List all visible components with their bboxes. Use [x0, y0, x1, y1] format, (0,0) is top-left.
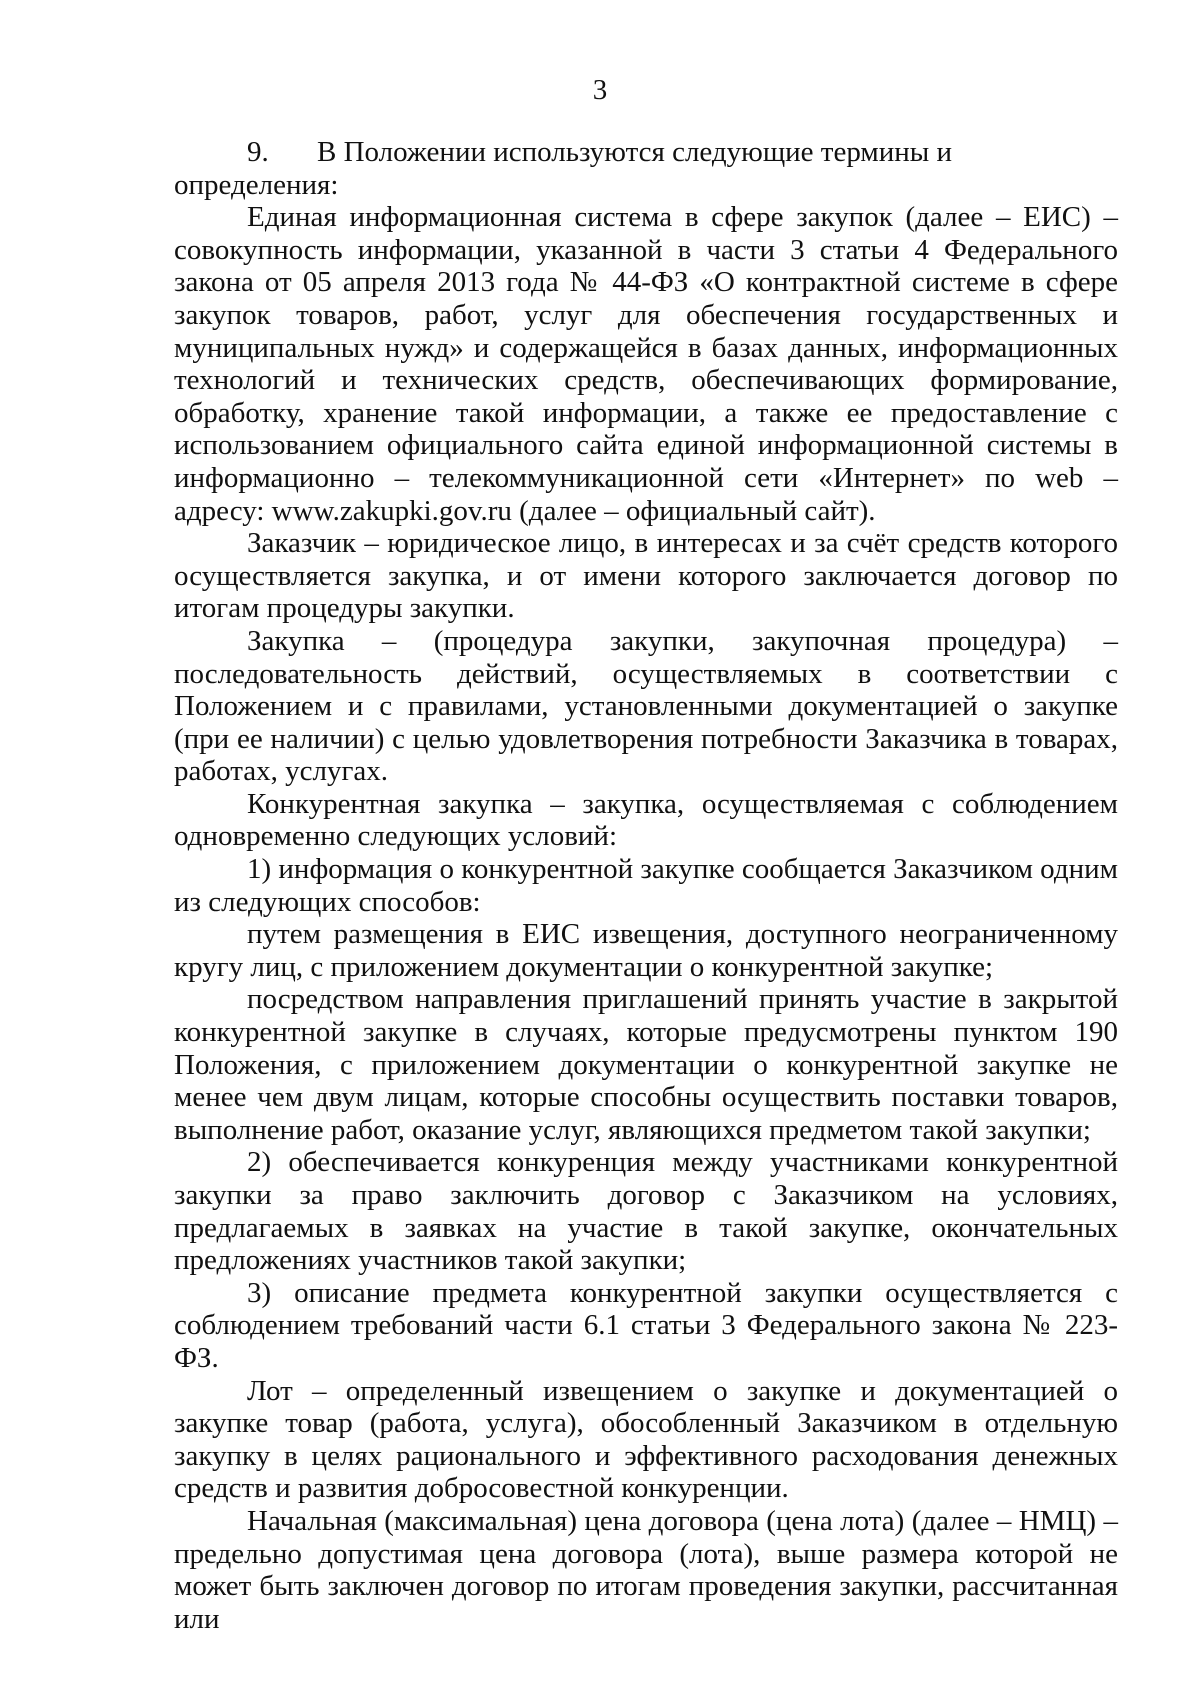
- page-number: 3: [592, 74, 608, 106]
- condition-1: 1) информация о конкурентной закупке сообщается Заказчиком одним из следующих способов:: [174, 853, 1118, 918]
- definition-eis: Единая информационная система в сфере закупок (далее – ЕИС) – совокупность информации, указанной в части 3 статьи 4 Федерального закона от 05 апреля 2013 года № 44-ФЗ «О контрактной системе в сфере закупок товаров, работ, услуг для обеспечения государственных и муниципальных нужд» и содержащейся в базах данных, информационных технологий и технических средств, обеспечивающих формирование, обработку, хранение такой информации, а также ее предоставление с использованием официального сайта единой информационной системы в информационно – телекоммуникационной сети «Интернет» по web – адресу: www.zakupki.gov.ru (далее – официальный сайт).: [174, 201, 1118, 527]
- definition-procurement: Закупка – (процедура закупки, закупочная процедура) – последовательность действий, осуществляемых в соответствии с Положением и с правилами, установленными документацией о закупке (при ее наличии) с целью удовлетворения потребности Заказчика в товарах, работах, услугах.: [174, 624, 1118, 788]
- condition-1-method-eis: путем размещения в ЕИС извещения, доступного неограниченному кругу лиц, с приложением документации о конкурентной закупке;: [174, 918, 1118, 983]
- condition-2: 2) обеспечивается конкуренция между участниками конкурентной закупки за право заключить договор с Заказчиком на условиях, предлагаемых в заявках на участие в такой закупке, окончательных предложениях участников такой закупки;: [174, 1146, 1118, 1277]
- definition-initial-price: Начальная (максимальная) цена договора (цена лота) (далее – НМЦ) – предельно допустимая цена договора (лота), выше размера которой не может быть заключен договор по итогам проведения закупки, рассчитанная или: [174, 1504, 1118, 1635]
- section-heading-text: В Положении используются следующие термины и определения:: [174, 136, 953, 201]
- definition-lot: Лот – определенный извещением о закупке и документацией о закупке товар (работа, услуга), обособленный Заказчиком в отдельную закупку в целях рационального и эффективного расходования денежных средств и развития добросовестной конкуренции.: [174, 1374, 1118, 1505]
- section-heading: [174, 136, 1118, 201]
- condition-3: 3) описание предмета конкурентной закупки осуществляется с соблюдением требований части 6.1 статьи 3 Федерального закона № 223-ФЗ.: [174, 1276, 1118, 1374]
- document-body: [174, 136, 1118, 1635]
- definition-customer: Заказчик – юридическое лицо, в интересах и за счёт средств которого осуществляется закупка, и от имени которого заключается договор по итогам процедуры закупки.: [174, 527, 1118, 625]
- definition-competitive-procurement: Конкурентная закупка – закупка, осуществляемая с соблюдением одновременно следующих условий:: [174, 787, 1118, 853]
- section-number: 9.: [247, 136, 269, 168]
- condition-1-method-invitation: посредством направления приглашений принять участие в закрытой конкурентной закупке в случаях, которые предусмотрены пунктом 190 Положения, с приложением документации о конкурентной закупке не менее чем двум лицам, которые способны осуществить поставки товаров, выполнение работ, оказание услуг, являющихся предметом такой закупки;: [174, 983, 1118, 1146]
